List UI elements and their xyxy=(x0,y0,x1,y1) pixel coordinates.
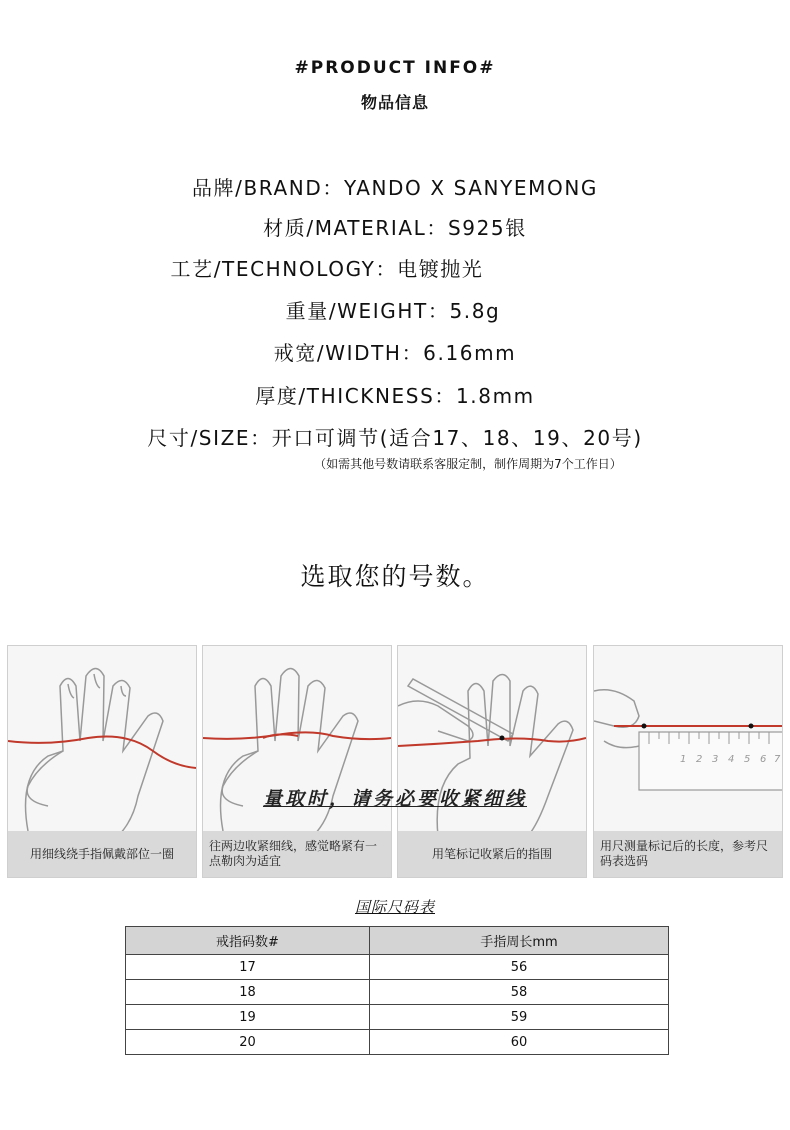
size-note: （如需其他号数请联系客服定制，制作周期为7个工作日） xyxy=(314,457,622,471)
cell-ring-size: 17 xyxy=(126,955,370,980)
table-row xyxy=(126,980,669,1005)
spec-thickness: 厚度/THICKNESS：1.8mm xyxy=(255,384,535,408)
table-row xyxy=(126,1030,669,1055)
header-circumference: 手指周长mm xyxy=(369,927,668,955)
cell-circumference: 58 xyxy=(369,980,668,1005)
cell-ring-size: 18 xyxy=(126,980,370,1005)
cell-circumference: 56 xyxy=(369,955,668,980)
header-ring-size: 戒指码数# xyxy=(126,927,370,955)
measure-tip: 量取时，请务必要收紧细线 xyxy=(262,788,527,810)
product-info-title: #PRODUCT INFO# xyxy=(294,58,496,78)
ruler-digit: 6 xyxy=(760,754,767,765)
table-row xyxy=(126,1005,669,1030)
ruler-digit: 2 xyxy=(696,754,703,765)
spec-weight: 重量/WEIGHT：5.8g xyxy=(285,299,501,323)
ruler-digit: 4 xyxy=(728,754,735,765)
ruler-digit: 3 xyxy=(712,754,719,765)
step-panel-tighten xyxy=(202,645,392,878)
size-table xyxy=(125,926,669,1055)
step-panel-measure xyxy=(593,645,783,878)
step-caption: 用尺测量标记后的长度，参考尺码表选码 xyxy=(594,831,782,877)
spec-width: 戒宽/WIDTH：6.16mm xyxy=(273,341,517,365)
choose-size-heading: 选取您的号数。 xyxy=(300,562,490,591)
step-caption: 用细线绕手指佩戴部位一圈 xyxy=(8,831,196,877)
spec-brand: 品牌/BRAND：YANDO X SANYEMONG xyxy=(191,176,599,200)
step-panel-wrap-thread xyxy=(7,645,197,878)
ruler-digit: 1 xyxy=(680,754,687,765)
cell-circumference: 59 xyxy=(369,1005,668,1030)
cell-ring-size: 20 xyxy=(126,1030,370,1055)
ruler-digit: 7 xyxy=(774,754,781,765)
step-panel-mark xyxy=(397,645,587,878)
table-row xyxy=(126,955,669,980)
ruler-digit: 5 xyxy=(744,754,751,765)
cell-circumference: 60 xyxy=(369,1030,668,1055)
product-info-subtitle: 物品信息 xyxy=(360,93,429,112)
cell-ring-size: 19 xyxy=(126,1005,370,1030)
spec-material: 材质/MATERIAL：S925银 xyxy=(263,216,527,240)
step-caption: 往两边收紧细线，感觉略紧有一点勒肉为适宜 xyxy=(203,831,391,877)
spec-size: 尺寸/SIZE：开口可调节(适合17、18、19、20号) xyxy=(147,426,643,450)
size-table-title: 国际尺码表 xyxy=(354,898,435,916)
step-caption: 用笔标记收紧后的指围 xyxy=(398,831,586,877)
table-header-row xyxy=(126,927,669,955)
spec-technology: 工艺/TECHNOLOGY：电镀抛光 xyxy=(170,257,484,281)
